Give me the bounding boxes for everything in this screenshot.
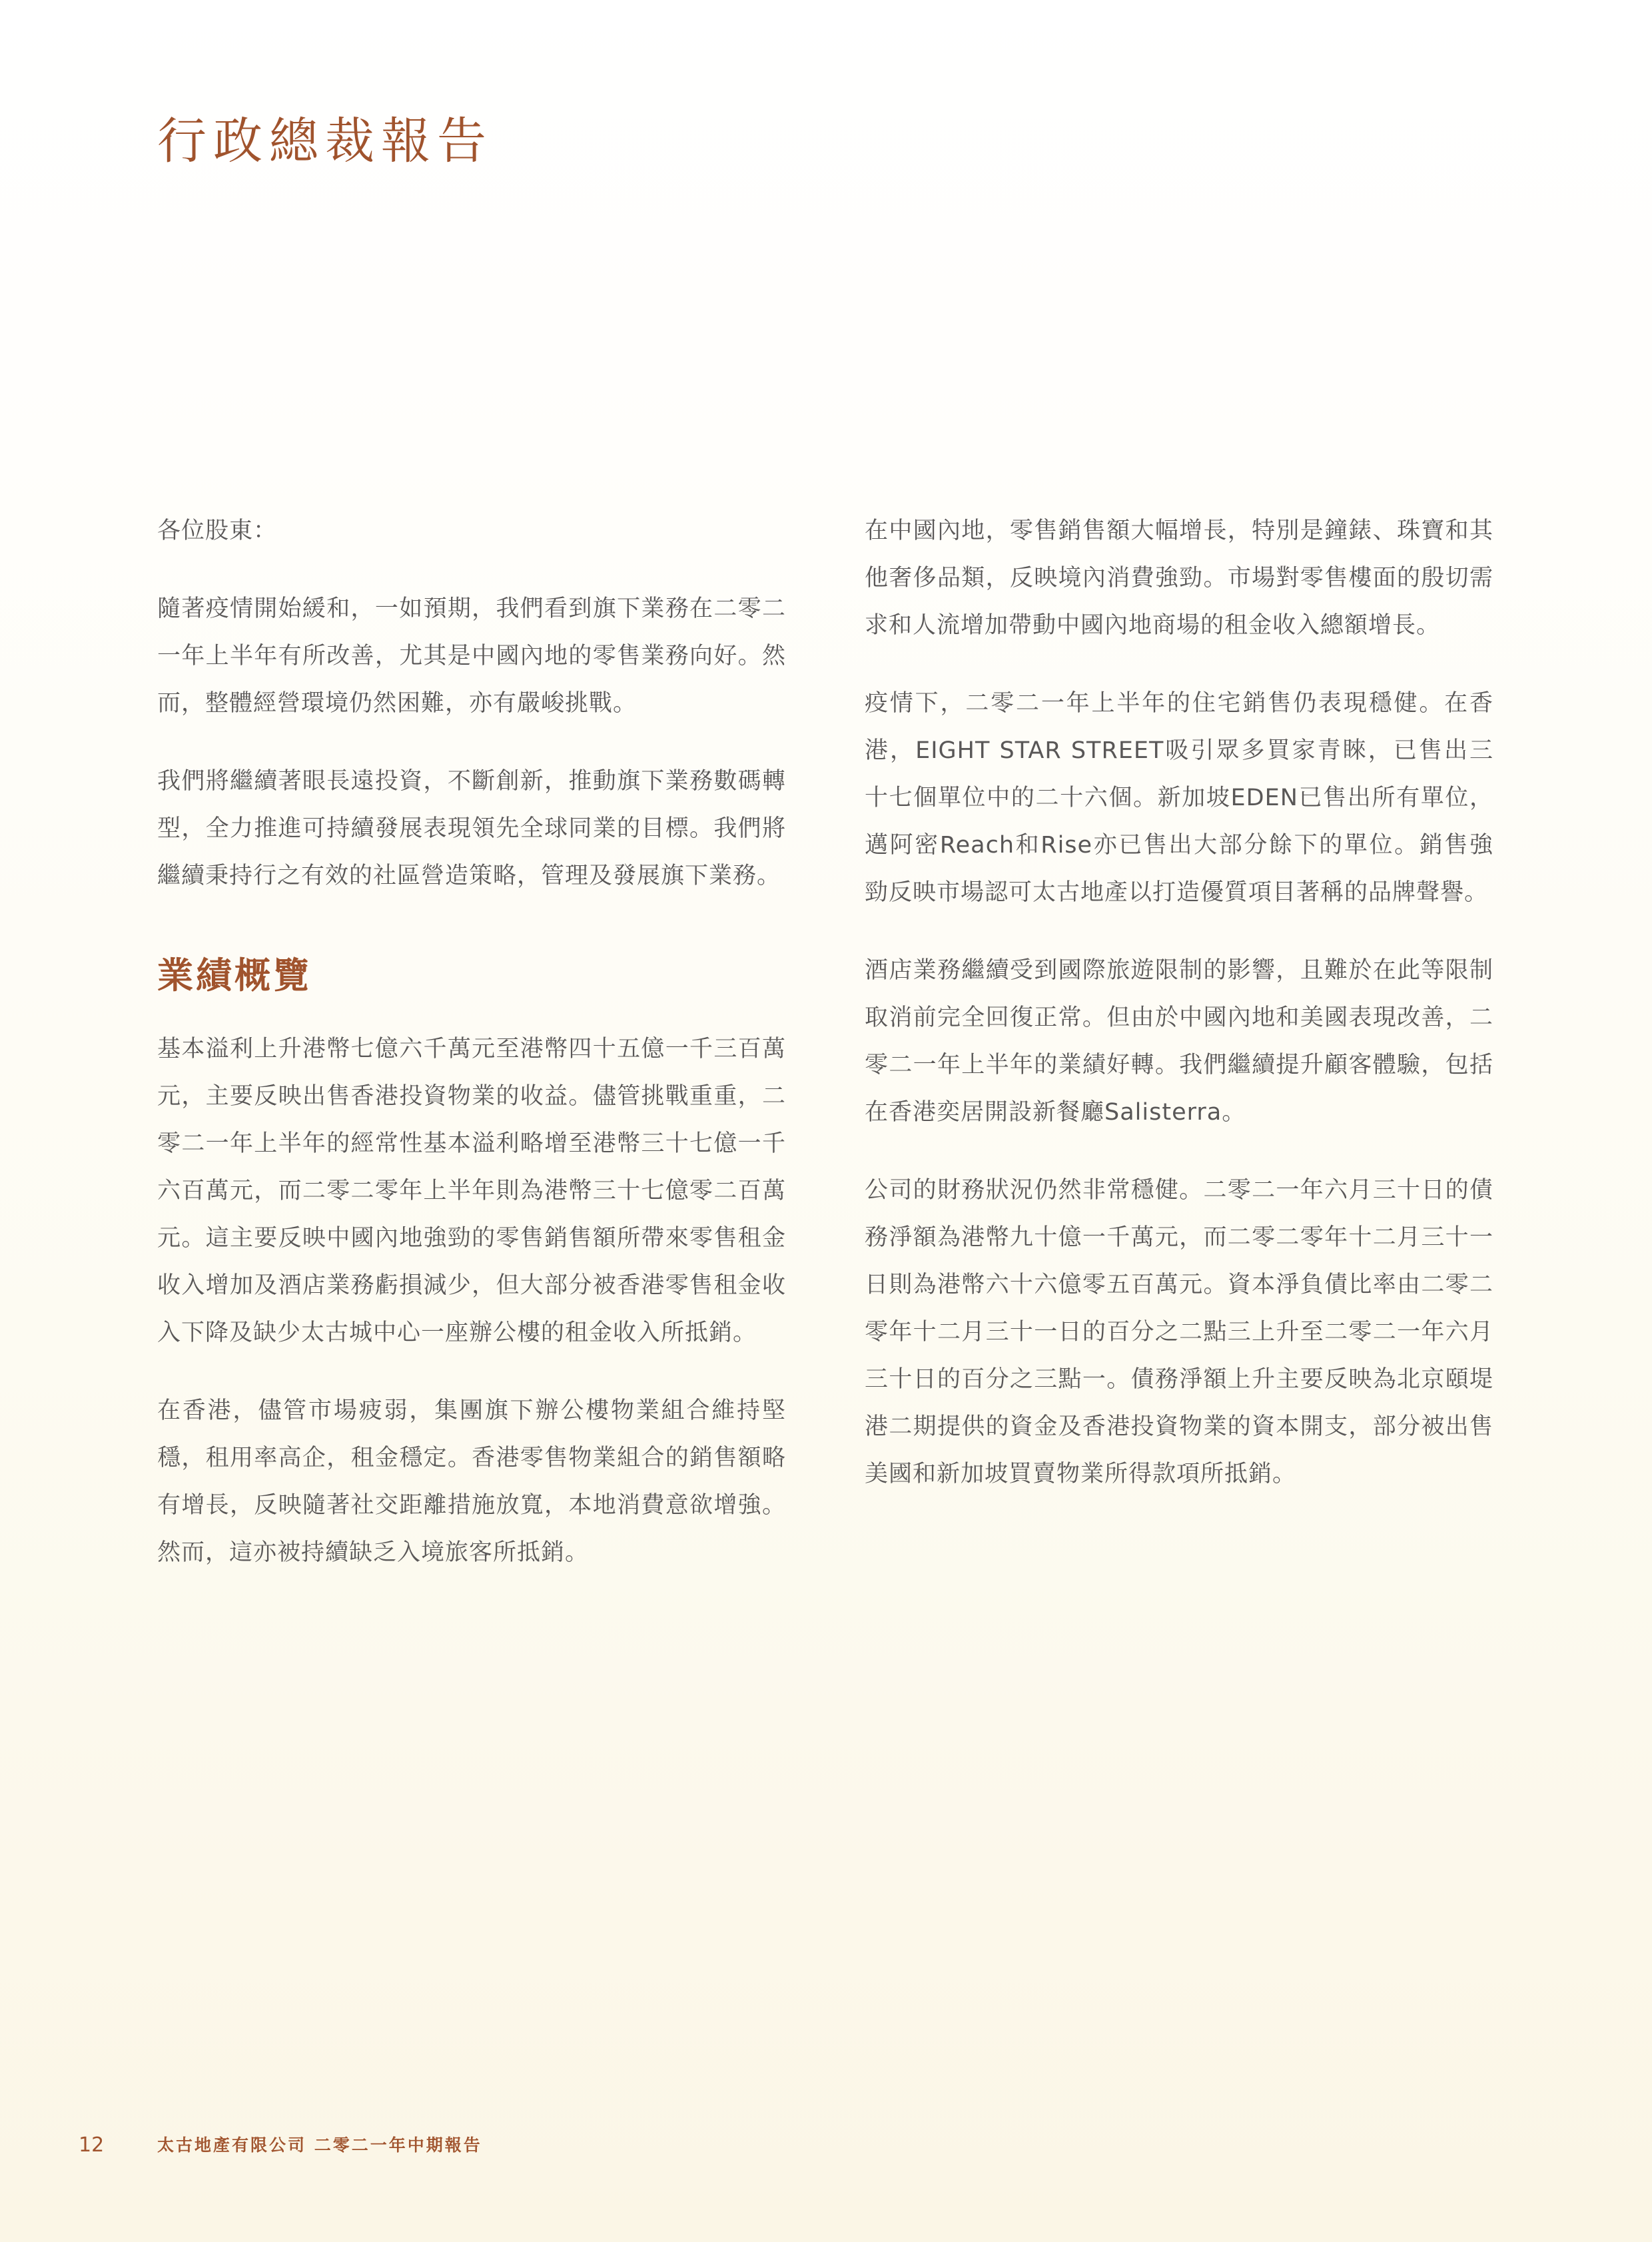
- paragraph: 隨著疫情開始緩和，一如預期，我們看到旗下業務在二零二一年上半年有所改善，尤其是中國內地的零售業務向好。然而，整體經營環境仍然困難，亦有嚴峻挑戰。: [157, 595, 786, 717]
- paragraph: 在中國內地，零售銷售額大幅增長，特別是鐘錶、珠寶和其他奢侈品類，反映境內消費強勁。市場對零售樓面的殷切需求和人流增加帶動中國內地商場的租金收入總額增長。: [865, 518, 1493, 639]
- right-column: [865, 508, 1493, 1529]
- page-footer: [0, 2129, 1652, 2162]
- paragraph: 基本溢利上升港幣七億六千萬元至港幣四十五億一千三百萬元，主要反映出售香港投資物業的收益。儘管挑戰重重，二零二一年上半年的經常性基本溢利略增至港幣三十七億一千六百萬元，而二零二零年上半年則為港幣三十七億零二百萬元。這主要反映中國內地強勁的零售銷售額所帶來零售租金收入增加及酒店業務虧損減少，但大部分被香港零售租金收入下降及缺少太古城中心一座辦公樓的租金收入所抵銷。: [157, 1035, 786, 1346]
- footer-text: 太古地產有限公司 二零二一年中期報告: [157, 2135, 482, 2155]
- left-column: [157, 508, 786, 1607]
- paragraph: 酒店業務繼續受到國際旅遊限制的影響，且難於在此等限制取消前完全回復正常。但由於中國內地和美國表現改善，二零二一年上半年的業績好轉。我們繼續提升顧客體驗，包括在香港奕居開設新餐廳Salisterra。: [865, 957, 1493, 1126]
- paragraph: 我們將繼續著眼長遠投資，不斷創新，推動旗下業務數碼轉型，全力推進可持續發展表現領先全球同業的目標。我們將繼續秉持行之有效的社區營造策略，管理及發展旗下業務。: [157, 768, 786, 889]
- paragraph: 在香港，儘管市場疲弱，集團旗下辦公樓物業組合維持堅穩，租用率高企，租金穩定。香港零售物業組合的銷售額略有增長，反映隨著社交距離措施放寬，本地消費意欲增強。然而，這亦被持續缺乏入境旅客所抵銷。: [157, 1397, 786, 1566]
- page-title: 行政總裁報告: [157, 113, 493, 170]
- salutation: 各位股東：: [157, 518, 278, 544]
- paragraph: 公司的財務狀況仍然非常穩健。二零二一年六月三十日的債務淨額為港幣九十億一千萬元，而二零二零年十二月三十一日則為港幣六十六億零五百萬元。資本淨負債比率由二零二零年十二月三十一日的百分之二點三上升至二零二一年六月三十日的百分之三點一。債務淨額上升主要反映為北京頤堤港二期提供的資金及香港投資物業的資本開支，部分被出售美國和新加坡買賣物業所得款項所抵銷。: [865, 1177, 1493, 1487]
- page-number: 12: [79, 2133, 105, 2157]
- section-heading: 業績概覽: [157, 954, 312, 996]
- paragraph: 疫情下，二零二一年上半年的住宅銷售仍表現穩健。在香港，EIGHT STAR STREET吸引眾多買家青睞，已售出三十七個單位中的二十六個。新加坡EDEN已售出所有單位，邁阿密Reach和Rise亦已售出大部分餘下的單位。銷售強勁反映市場認可太古地產以打造優質項目著稱的品牌聲譽。: [865, 690, 1493, 906]
